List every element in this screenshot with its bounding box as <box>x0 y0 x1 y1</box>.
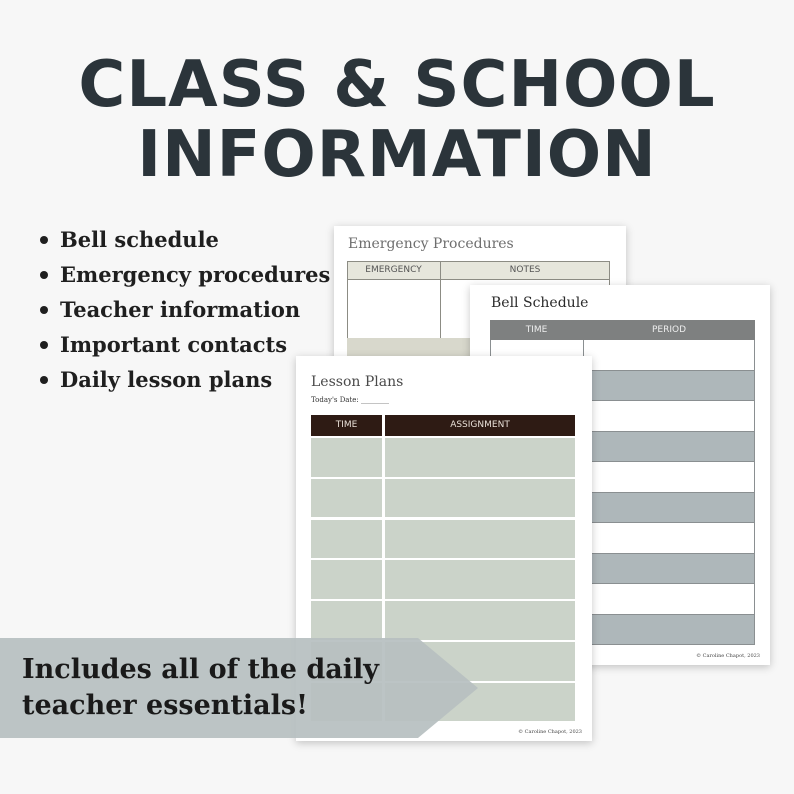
table-cell <box>385 520 575 559</box>
lesson-time-column-header: TIME <box>335 420 358 430</box>
table-cell <box>385 438 575 477</box>
todays-date-label: Today's Date: ________ <box>311 396 390 404</box>
table-cell <box>311 479 382 518</box>
table-cell <box>311 601 382 640</box>
lesson-page-title: Lesson Plans <box>311 374 404 390</box>
list-item: Emergency procedures <box>40 257 330 292</box>
list-item: Bell schedule <box>40 222 330 257</box>
table-cell <box>385 560 575 599</box>
emergency-page-title: Emergency Procedures <box>348 236 514 252</box>
feature-list <box>40 222 330 397</box>
table-cell <box>311 438 382 477</box>
table-cell <box>385 601 575 640</box>
table-cell <box>311 520 382 559</box>
bell-page-title: Bell Schedule <box>491 295 589 311</box>
time-column-header: TIME <box>525 325 548 335</box>
banner-line-2: teacher essentials! <box>22 690 308 721</box>
list-item: Important contacts <box>40 327 330 362</box>
table-cell <box>385 479 575 518</box>
banner-text <box>22 652 379 724</box>
title-line-1: CLASS & SCHOOL <box>78 48 716 122</box>
period-column-header: PERIOD <box>651 325 687 335</box>
list-item: Daily lesson plans <box>40 362 330 397</box>
emergency-column-header: EMERGENCY <box>365 265 422 275</box>
assignment-column-header: ASSIGNMENT <box>450 420 510 430</box>
banner-line-1: Includes all of the daily <box>22 654 379 685</box>
notes-column-header: NOTES <box>509 265 541 275</box>
title-line-2: INFORMATION <box>137 118 657 192</box>
bell-copyright: © Caroline Chapot, 2023 <box>696 653 760 659</box>
lesson-copyright: © Caroline Chapot, 2023 <box>518 729 582 735</box>
page-title <box>0 50 794 190</box>
table-cell <box>311 560 382 599</box>
list-item: Teacher information <box>40 292 330 327</box>
